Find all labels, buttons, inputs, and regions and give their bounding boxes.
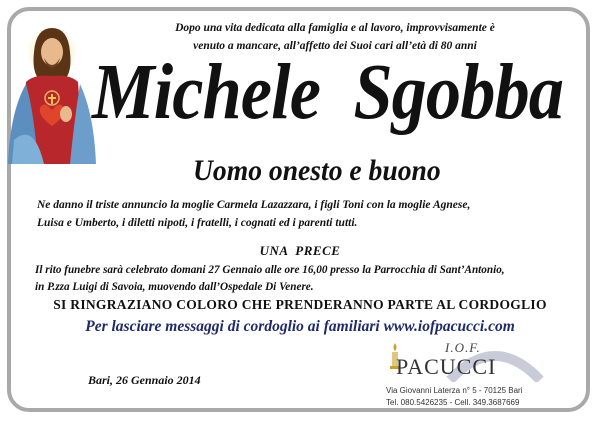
announcement: [37, 196, 577, 232]
logo-phone: Tel. 080.5426235 - Cell. 349.3687669: [386, 398, 520, 407]
announcement-line-2: Luisa e Umberto, i diletti nipoti, i fratelli, i cognati ed i parenti tutti.: [37, 217, 358, 229]
logo-title: I.O.F.: [445, 340, 481, 355]
sacred-heart-image: [4, 22, 100, 164]
deceased-name: Michele Sgobba: [92, 49, 564, 136]
funeral-line-1: Il rito funebre sarà celebrato domani 27 Gennaio alle ore 16,00 presso la Parrocchia di Sant’Antonio,: [35, 264, 505, 276]
thanks-line: SI RINGRAZIANO COLORO CHE PRENDERANNO PARTE AL CORDOGLIO: [53, 297, 547, 312]
funeral-info: [35, 262, 580, 296]
date-place: Bari, 26 Gennaio 2014: [88, 373, 201, 387]
funeral-line-2: in P.zza Luigi di Savoia, muovendo dall’Ospedale Di Venere.: [35, 281, 314, 293]
epithet: Uomo onesto e buono: [193, 154, 441, 187]
logo-address: Via Giovanni Laterza n° 5 - 70125 Bari: [386, 386, 523, 395]
intro-line-2: venuto a mancare, all’affetto dei Suoi cari all’età di 80 anni: [193, 40, 477, 52]
logo-name: PACUCCI: [396, 354, 497, 379]
intro-line-1: Dopo una vita dedicata alla famiglia e al lavoro, improvvisamente è: [175, 22, 495, 34]
condolences-line: Per lasciare messaggi di cordoglio ai familiari www.iofpacucci.com: [85, 318, 515, 335]
funeral-home-logo: [380, 340, 580, 412]
prayer-heading: UNA PRECE: [259, 243, 341, 258]
announcement-line-1: Ne danno il triste annuncio la moglie Carmela Lazazzara, i figli Toni con la moglie Agnese,: [37, 199, 471, 211]
